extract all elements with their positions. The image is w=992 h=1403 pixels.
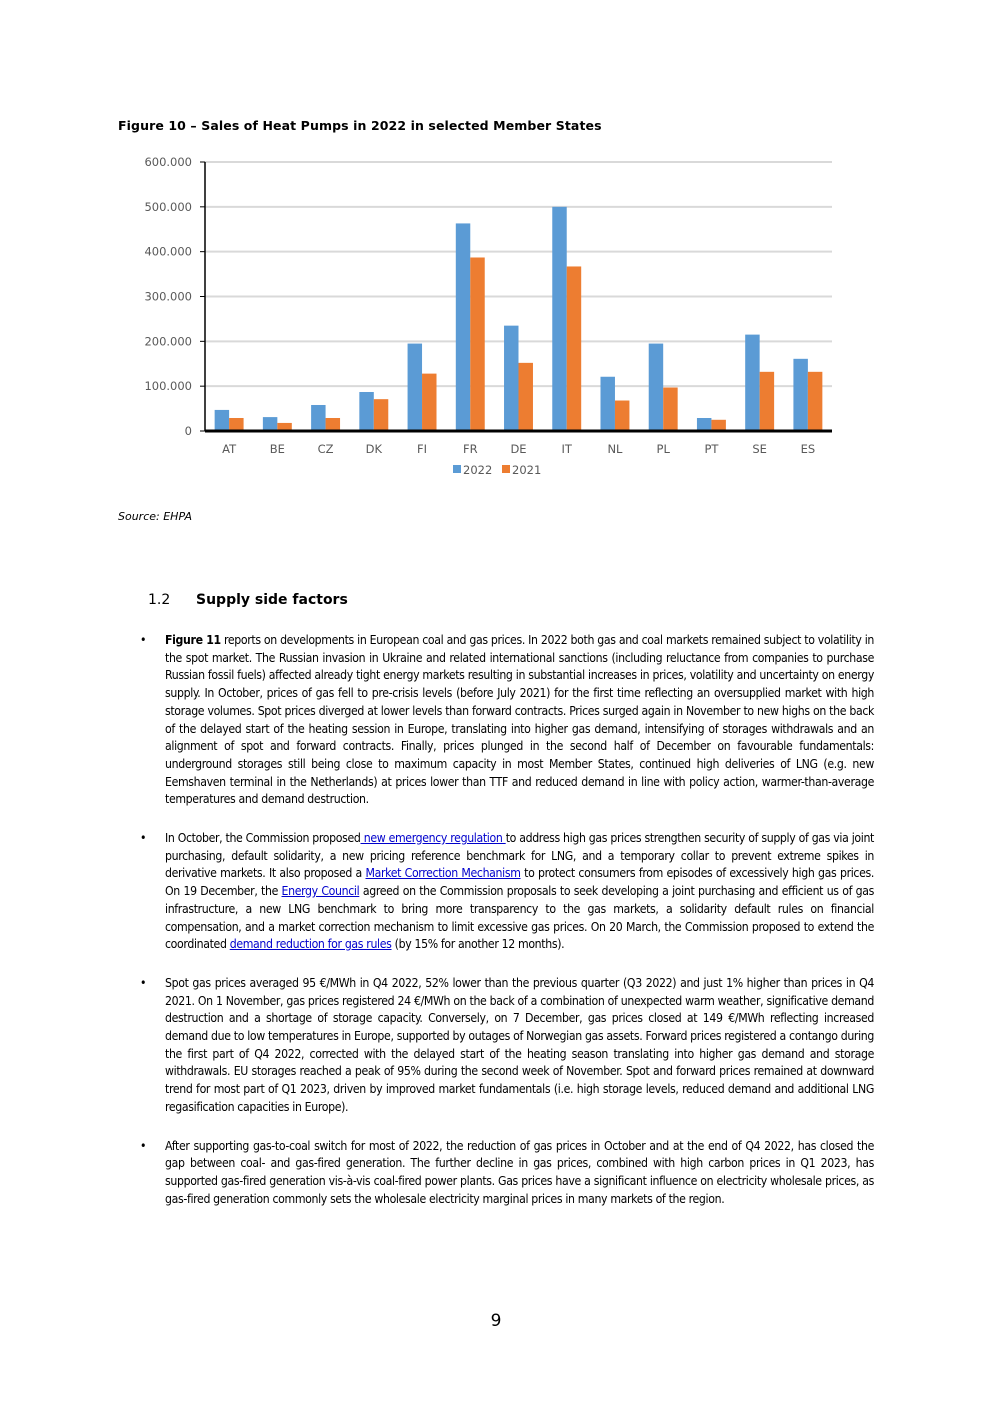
- bar-2021-IT: [567, 266, 581, 431]
- x-axis-labels: [222, 442, 815, 456]
- bullet-icon: •: [140, 975, 147, 990]
- bar-2022-PL: [649, 344, 663, 431]
- link-market-correction-mechanism[interactable]: Market Correction Mechanism: [365, 866, 521, 881]
- bullet-icon: •: [140, 633, 147, 647]
- y-tick-label: 0: [184, 424, 192, 438]
- bar-2021-SE: [760, 372, 774, 431]
- bar-2021-CZ: [326, 418, 340, 431]
- x-tick-label: ES: [800, 442, 816, 456]
- bar-2021-FR: [470, 257, 484, 431]
- paragraph-text: (by 15% for another 12 months).: [391, 937, 565, 952]
- x-tick-label: SE: [752, 442, 767, 456]
- paragraph-text: Spot gas prices averaged 95 €/MWh in Q4 2022, 52% lower than the previous quarter (Q3 2022) and just 1% higher than prices in Q4 2021. On 1 November, gas prices registered 24 €/MWh on the back of a combination of unexpected warm weather, significative demand destruction and a shortage of storage capacity. Conversely, on 7 December, gas prices closed at 149 €/MWh reflecting increased demand due to low temperatures in Europe, supported by outages of Norwegian gas assets. Forward prices registered a contango during the first part of Q4 2022, corrected with the delayed start of the heating season translating into higher gas demand and storage withdrawals. EU storages reached a peak of 95% during the second week of November. Spot and forward prices remained at downward trend for most part of Q1 2023, driven by improved market fundamentals (i.e. high storage levels, reduced demand and additional LNG regasification capacities in Europe).: [165, 975, 874, 1114]
- bar-2021-PT: [711, 420, 725, 431]
- figure-title: Figure 10 – Sales of Heat Pumps in 2022 in selected Member States: [118, 118, 602, 133]
- bar-2022-FR: [456, 223, 470, 431]
- x-tick-label: IT: [561, 442, 572, 456]
- bars: [215, 207, 823, 431]
- legend-label-2021: 2021: [512, 463, 542, 477]
- bullet-item: [140, 1138, 874, 1209]
- x-tick-label: FI: [417, 442, 428, 456]
- bullet-item: [140, 632, 874, 809]
- y-tick-label: 200.000: [144, 334, 192, 349]
- paragraph-text: to address high gas prices strengthen security of supply of gas via joint purchasing, default solidarity, a new pricing reference benchmark for LNG, and a temporary collar to prevent extreme spikes in derivative markets. It also proposed a: [165, 831, 874, 881]
- bar-2022-DE: [504, 326, 518, 431]
- bullet-icon: •: [140, 1138, 147, 1153]
- link-energy-council[interactable]: Energy Council: [281, 884, 360, 899]
- paragraph-text: to protect consumers from episodes of excessively high gas prices. On 19 December, the: [165, 866, 874, 899]
- bar-2022-NL: [600, 377, 614, 431]
- bar-2022-SE: [745, 335, 759, 431]
- bar-2021-DE: [519, 363, 533, 431]
- bar-2021-NL: [615, 401, 629, 431]
- section-title: Supply side factors: [196, 592, 348, 608]
- bar-2022-CZ: [311, 405, 325, 431]
- bar-2021-AT: [229, 418, 243, 431]
- x-tick-label: FR: [462, 442, 478, 456]
- bullet-item: [140, 975, 874, 1117]
- legend: [453, 463, 541, 477]
- paragraph-text: After supporting gas-to-coal switch for most of 2022, the reduction of gas prices in October and at the end of Q4 2022, has closed the gap between coal- and gas-fired generation. The further decline in gas prices, combined with high carbon prices in Q1 2023, has supported gas-fired generation vis-à-vis coal-fired power plants. Gas prices have a significant influence on electricity wholesale prices, as gas-fired generation commonly sets the wholesale electricity marginal prices in many markets of the region.: [165, 1138, 874, 1206]
- bar-2022-ES: [793, 359, 807, 431]
- x-tick-label: NL: [607, 442, 623, 456]
- legend-swatch-2021: [502, 465, 510, 473]
- y-tick-label: 600.000: [144, 155, 192, 169]
- x-tick-label: CZ: [317, 442, 334, 456]
- bullet-list: [140, 632, 874, 1229]
- section-heading: [148, 592, 348, 608]
- y-tick-label: 100.000: [144, 379, 192, 394]
- y-tick-label: 500.000: [144, 199, 192, 214]
- page-number: 9: [490, 1311, 502, 1331]
- figure-reference: Figure 11: [165, 633, 221, 647]
- bar-2022-FI: [408, 344, 422, 431]
- x-tick-label: BE: [269, 442, 285, 456]
- bar-2021-FI: [422, 374, 436, 431]
- x-tick-label: DE: [510, 442, 527, 456]
- heat-pump-sales-chart: [140, 150, 850, 495]
- y-tick-label: 300.000: [144, 289, 192, 304]
- paragraph-text: agreed on the Commission proposals to seek developing a joint purchasing and efficient us of gas infrastructure, a new LNG benchmark to bring more transparency to the gas markets, a solidarity default rules on financial compensation, and a market correction mechanism to limit excessive gas prices. On 20 March, the Commission proposed to extend the coordinated: [165, 884, 874, 952]
- link-emergency-regulation[interactable]: new emergency regulation: [360, 831, 506, 846]
- x-tick-label: DK: [365, 442, 383, 456]
- legend-label-2022: 2022: [463, 463, 493, 477]
- bar-2022-BE: [263, 417, 277, 431]
- bar-2021-PL: [663, 388, 677, 431]
- section-number: 1.2: [148, 592, 171, 608]
- bullet-item: [140, 830, 874, 954]
- bar-2022-PT: [697, 418, 711, 431]
- bar-2021-ES: [808, 372, 822, 431]
- x-tick-label: PT: [704, 442, 719, 456]
- figure-source: Source: EHPA: [118, 510, 193, 523]
- paragraph-text: reports on developments in European coal and gas prices. In 2022 both gas and coal markets remained subject to volatility in the spot market. The Russian invasion in Ukraine and related international sanctions (including reluctance from companies to purchase Russian fossil fuels) affected already tight energy markets resulting in substantial increases in prices, volatility and uncertainty on energy supply. In October, prices of gas fell to pre-crisis levels (before July 2021) for the first time reflecting an oversupplied market with high storage volumes. Spot prices diverged at lower levels than forward contracts. Prices surged again in November to new highs on the back of the delayed start of the heating session in Europe, translating into higher gas demand, intensifying of storages withdrawals and an alignment of spot and forward contracts. Finally, prices plunged in the second half of December on favourable fundamentals: underground storages still being close to maximum capacity in most Member States, continued high deliveries of LNG (e.g. new Eemshaven terminal in the Netherlands) at prices lower than TTF and reduced demand in line with policy action, warmer-than-average temperatures and demand destruction.: [165, 633, 874, 807]
- bullet-icon: •: [140, 831, 147, 846]
- bar-2022-AT: [215, 410, 229, 431]
- x-tick-label: AT: [222, 442, 237, 456]
- link-demand-reduction[interactable]: demand reduction for gas rules: [229, 937, 392, 952]
- bar-2022-IT: [552, 207, 566, 431]
- paragraph-text: In October, the Commission proposed: [165, 831, 361, 846]
- bar-2022-DK: [359, 392, 373, 431]
- bar-2021-DK: [374, 399, 388, 431]
- legend-swatch-2022: [453, 465, 461, 473]
- x-tick-label: PL: [656, 442, 670, 456]
- y-axis-labels: [144, 155, 192, 438]
- y-tick-label: 400.000: [144, 244, 192, 259]
